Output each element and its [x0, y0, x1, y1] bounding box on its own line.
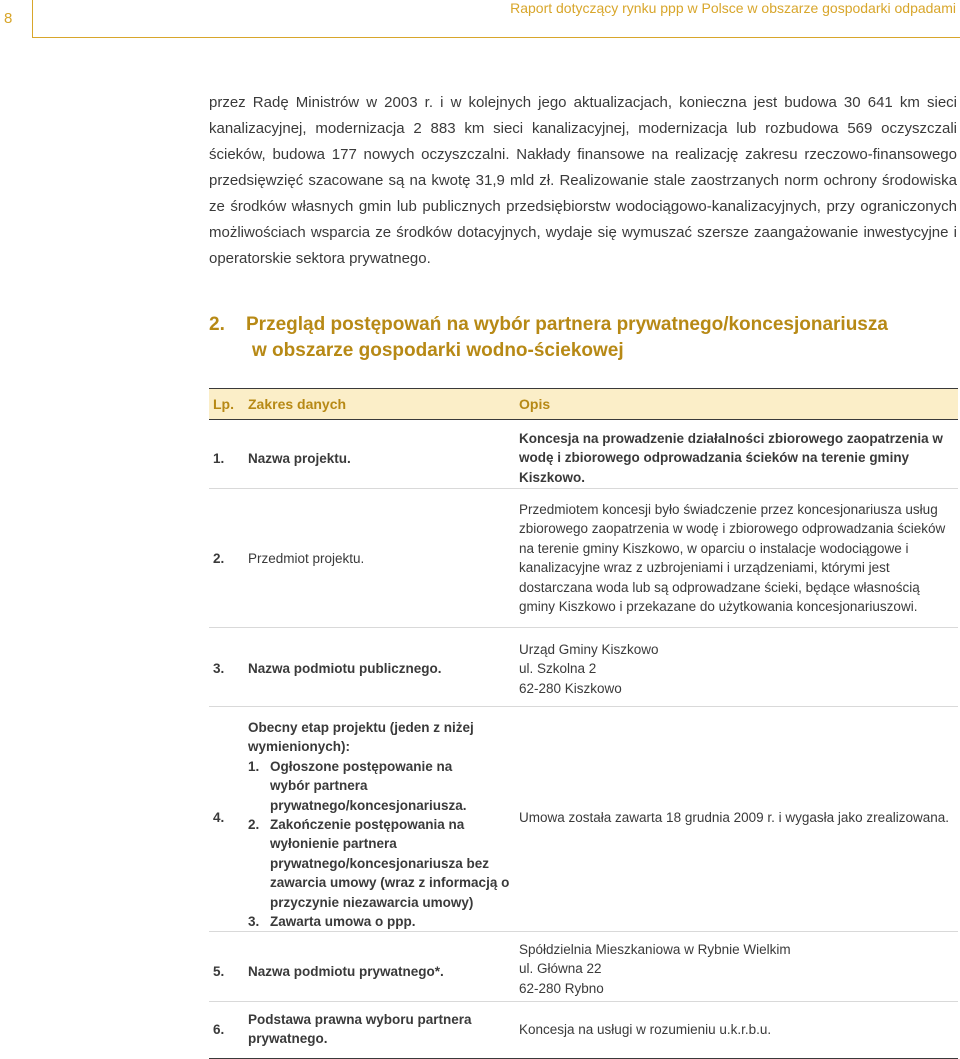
stage-item-text: Zawarta umowa o ppp. — [270, 914, 416, 930]
row-lp: 5. — [213, 964, 225, 979]
table-row — [209, 1002, 958, 1059]
table-row — [209, 420, 958, 489]
row-opis: Przedmiotem koncesji było świadczenie przez koncesjonariusza usług zbiorowego zaopatrzenia w wodę i zbiorowego odprowadzania ścieków na terenie gminy Kiszkowo, w oparciu o instalacje wodociągowe i kanalizacyjne wraz z uzbrojeniami i urządzeniami, którymi jest dostarczana woda lub są odprowadzane ścieki, będące własnością gminy Kiszkowo i przekazane do użytkowania koncesjonariuszowi. — [519, 502, 946, 615]
stage-item — [248, 912, 510, 931]
address-line: 62-280 Kiszkowo — [519, 680, 622, 696]
row-lp: 3. — [213, 661, 225, 676]
stage-intro: Obecny etap projektu (jeden z niżej wymienionych): — [248, 720, 474, 755]
stage-item — [248, 815, 510, 912]
header-rule — [32, 37, 960, 38]
row-opis — [519, 940, 953, 998]
table-row — [209, 707, 958, 932]
stage-item-number: 1. — [248, 758, 260, 774]
header-lp: Lp. — [213, 396, 234, 412]
stage-item — [248, 757, 510, 815]
stage-item-text: Ogłoszone postępowanie na wybór partnera prywatnego/koncesjonariusza. — [270, 758, 467, 813]
address-line: Spółdzielnia Mieszkaniowa w Rybnie Wielkim — [519, 942, 791, 957]
section-title-line2: w obszarze gospodarki wodno-ściekowej — [252, 340, 624, 361]
row-opis: Koncesja na prowadzenie działalności zbiorowego zaopatrzenia w wodę i zbiorowego odprowadzania ścieków na terenie gminy Kiszkowo. — [519, 431, 943, 485]
row-lp: 4. — [213, 810, 225, 825]
row-zakres: Nazwa projektu. — [248, 451, 351, 466]
stage-item-text: Zakończenie postępowania na wyłonienie partnera prywatnego/koncesjonariusza bez zawarcia umowy (wraz z informacją o przyczynie niezawarcia umowy) — [270, 817, 510, 910]
row-lp: 6. — [213, 1022, 225, 1037]
row-zakres: Przedmiot projektu. — [248, 551, 365, 566]
header-zakres: Zakres danych — [248, 396, 347, 412]
header-divider-vertical — [32, 0, 33, 38]
address-line: Urząd Gminy Kiszkowo — [519, 642, 659, 657]
header-opis: Opis — [519, 396, 551, 412]
table-row — [209, 932, 958, 1002]
page-header — [0, 0, 960, 40]
row-lp: 1. — [213, 451, 225, 466]
row-lp: 2. — [213, 551, 225, 566]
table-header — [209, 388, 958, 420]
table-row — [209, 489, 958, 628]
body-paragraph: przez Radę Ministrów w 2003 r. i w kolejnych jego aktualizacjach, konieczna jest budowa 30 641 km sieci kanalizacyjnej, modernizacja 2 883 km sieci kanalizacyjnej, modernizacja lub rozbudowa 569 oczyszczali ścieków, budowa 177 nowych oczyszczalni. Nakłady finansowe na realizację zakresu rzeczowo-finansowego przedsięwzięć szacowane są na kwotę 31,9 mld zł. Realizowanie stale zaostrzanych norm ochrony środowiska ze środków własnych gmin lub publicznych przedsiębiorstw wodociągowo-kanalizacyjnych, przy ograniczonych możliwościach wsparcia ze środków dotacyjnych, wydaje się wymuszać szersze zaangażowanie inwestycyjne i operatorskie sektora prywatnego. — [209, 94, 957, 267]
row-zakres: Nazwa podmiotu publicznego. — [248, 661, 442, 676]
section-title-line1: Przegląd postępowań na wybór partnera prywatnego/koncesjonariusza — [246, 314, 888, 335]
running-title: Raport dotyczący rynku ppp w Polsce w obszarze gospodarki odpadami — [510, 0, 956, 16]
row-zakres — [248, 718, 510, 931]
table-row — [209, 628, 958, 707]
row-zakres: Nazwa podmiotu prywatnego*. — [248, 964, 444, 979]
address-line: ul. Szkolna 2 — [519, 661, 597, 677]
row-opis: Umowa została zawarta 18 grudnia 2009 r. i wygasła jako zrealizowana. — [519, 810, 949, 825]
address-line: ul. Główna 22 — [519, 961, 602, 977]
section-number: 2. — [209, 314, 225, 335]
row-opis — [519, 640, 953, 698]
address-line: 62-280 Rybno — [519, 980, 604, 996]
project-table — [209, 388, 958, 1059]
row-opis: Koncesja na usługi w rozumieniu u.k.r.b.u. — [519, 1022, 772, 1037]
row-zakres: Podstawa prawna wyboru partnera prywatnego. — [248, 1012, 472, 1047]
page-number: 8 — [4, 10, 13, 27]
stage-item-number: 3. — [248, 914, 260, 930]
stage-item-number: 2. — [248, 817, 260, 833]
